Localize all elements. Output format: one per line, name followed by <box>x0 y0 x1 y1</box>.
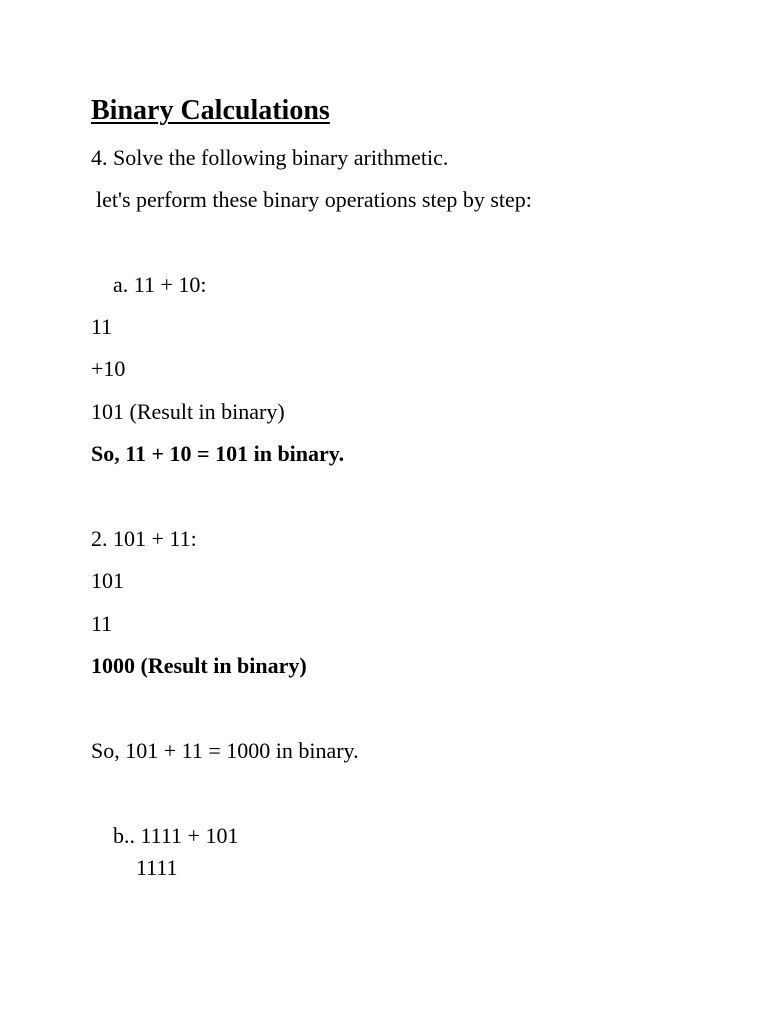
part-a-heading: a. 11 + 10: <box>113 272 207 297</box>
document-title: Binary Calculations <box>91 95 330 126</box>
part-a-operand-2: +10 <box>91 356 126 381</box>
part-a-conclusion: So, 11 + 10 = 101 in binary. <box>91 441 345 466</box>
question-text: 4. Solve the following binary arithmetic. <box>91 145 449 170</box>
part-2-conclusion: So, 101 + 11 = 1000 in binary. <box>91 738 359 763</box>
part-2-operand-1: 101 <box>91 568 124 593</box>
part-b-operand-1: 1111 <box>136 855 178 880</box>
part-2-heading: 2. 101 + 11: <box>91 526 197 551</box>
part-a-result: 101 (Result in binary) <box>91 399 285 424</box>
part-2-result: 1000 (Result in binary) <box>91 653 307 678</box>
part-a-operand-1: 11 <box>91 314 113 339</box>
part-b-heading: b.. 1111 + 101 <box>113 823 239 848</box>
intro-text: let's perform these binary operations step by step: <box>96 187 532 212</box>
part-2-operand-2: 11 <box>91 611 113 636</box>
